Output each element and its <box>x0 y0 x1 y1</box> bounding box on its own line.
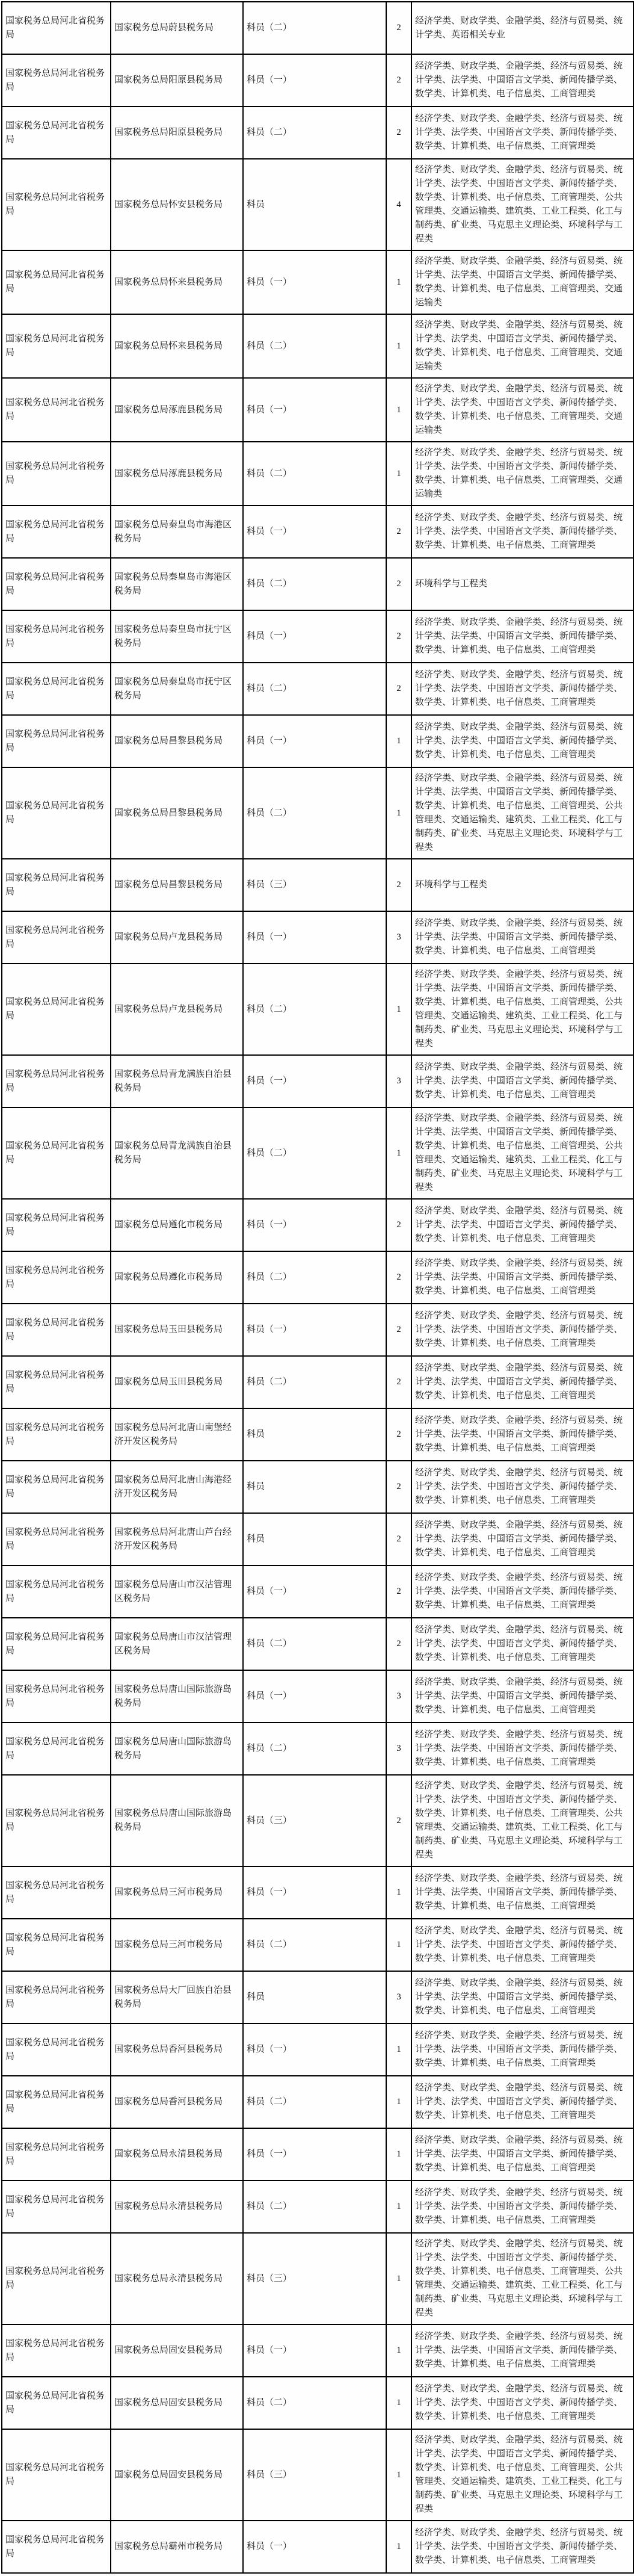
cell-bureau: 国家税务总局大厂回族自治县税务局 <box>111 1971 243 2023</box>
cell-bureau: 国家税务总局昌黎县税务局 <box>111 767 243 859</box>
cell-majors: 经济学类、财政学类、金融学类、经济与贸易类、统计学类、法学类、中国语言文学类、新闻传播学类、数学类、计算机类、电子信息类、工商管理类 <box>411 2128 633 2181</box>
cell-bureau: 国家税务总局霸州市税务局 <box>111 2521 243 2573</box>
cell-department: 国家税务总局河北省税务局 <box>2 1055 111 1107</box>
cell-department: 国家税务总局河北省税务局 <box>2 1919 111 1971</box>
cell-majors: 经济学类、财政学类、金融学类、经济与贸易类、统计学类、法学类、中国语言文学类、新闻传播学类、数学类、计算机类、电子信息类、工商管理类 <box>411 1408 633 1461</box>
table-row <box>2 1513 633 1565</box>
cell-count: 1 <box>386 1919 411 1971</box>
cell-bureau: 国家税务总局河北唐山芦台经济开发区税务局 <box>111 1513 243 1565</box>
cell-majors: 经济学类、财政学类、金融学类、经济与贸易类、统计学类、法学类、中国语言文学类、新闻传播学类、数学类、计算机类、电子信息类、工商管理类 <box>411 1670 633 1723</box>
cell-bureau: 国家税务总局唐山国际旅游岛税务局 <box>111 1775 243 1866</box>
table-row <box>2 767 633 859</box>
cell-count: 1 <box>386 2521 411 2573</box>
table-row <box>2 442 633 506</box>
recruitment-table <box>1 1 634 2574</box>
cell-count: 2 <box>386 558 411 610</box>
cell-count: 1 <box>386 442 411 506</box>
cell-majors: 经济学类、财政学类、金融学类、经济与贸易类、统计学类、法学类、中国语言文学类、新闻传播学类、数学类、计算机类、电子信息类、工商管理类 <box>411 2023 633 2076</box>
cell-majors: 经济学类、财政学类、金融学类、经济与贸易类、统计学类、法学类、中国语言文学类、新闻传播学类、数学类、计算机类、电子信息类、工商管理类、交通运输类 <box>411 250 633 314</box>
cell-position: 科员（一） <box>243 250 386 314</box>
cell-count: 1 <box>386 250 411 314</box>
cell-bureau: 国家税务总局昌黎县税务局 <box>111 859 243 911</box>
cell-bureau: 国家税务总局三河市税务局 <box>111 1919 243 1971</box>
cell-count: 1 <box>386 378 411 442</box>
cell-department: 国家税务总局河北省税务局 <box>2 2076 111 2128</box>
table-row <box>2 2233 633 2324</box>
cell-majors: 经济学类、财政学类、金融学类、经济与贸易类、统计学类、法学类、中国语言文学类、新闻传播学类、数学类、计算机类、电子信息类、工商管理类 <box>411 1866 633 1919</box>
cell-bureau: 国家税务总局遵化市税务局 <box>111 1199 243 1251</box>
cell-department: 国家税务总局河北省税务局 <box>2 911 111 964</box>
table-row <box>2 1356 633 1408</box>
cell-bureau: 国家税务总局三河市税务局 <box>111 1866 243 1919</box>
table-row <box>2 1723 633 1775</box>
cell-department: 国家税务总局河北省税务局 <box>2 54 111 107</box>
cell-count: 4 <box>386 159 411 250</box>
cell-position: 科员（一） <box>243 1866 386 1919</box>
cell-majors: 经济学类、财政学类、金融学类、经济与贸易类、统计学类、法学类、中国语言文学类、新闻传播学类、数学类、计算机类、电子信息类、工商管理类 <box>411 2521 633 2573</box>
cell-position: 科员（二） <box>243 1107 386 1199</box>
cell-position: 科员（二） <box>243 442 386 506</box>
cell-count: 2 <box>386 1565 411 1618</box>
recruitment-table-page <box>0 1 634 2574</box>
cell-position: 科员（一） <box>243 2128 386 2181</box>
cell-count: 2 <box>386 506 411 558</box>
table-row <box>2 54 633 107</box>
cell-position: 科员（一） <box>243 378 386 442</box>
cell-department: 国家税务总局河北省税务局 <box>2 2 111 54</box>
cell-bureau: 国家税务总局唐山市汉沽管理区税务局 <box>111 1565 243 1618</box>
cell-position: 科员（二） <box>243 964 386 1055</box>
cell-department: 国家税务总局河北省税务局 <box>2 1723 111 1775</box>
cell-count: 1 <box>386 715 411 767</box>
cell-position: 科员（二） <box>243 1251 386 1304</box>
table-row <box>2 859 633 911</box>
cell-position: 科员（一） <box>243 1304 386 1356</box>
cell-bureau: 国家税务总局青龙满族自治县税务局 <box>111 1055 243 1107</box>
table-row <box>2 1408 633 1461</box>
cell-department: 国家税务总局河北省税务局 <box>2 1670 111 1723</box>
cell-bureau: 国家税务总局香河县税务局 <box>111 2023 243 2076</box>
cell-count: 2 <box>386 1304 411 1356</box>
cell-bureau: 国家税务总局永清县税务局 <box>111 2128 243 2181</box>
cell-position: 科员（二） <box>243 1723 386 1775</box>
table-row <box>2 1919 633 1971</box>
table-row <box>2 558 633 610</box>
table-row <box>2 2377 633 2429</box>
cell-count: 1 <box>386 1107 411 1199</box>
table-row <box>2 1971 633 2023</box>
cell-majors: 经济学类、财政学类、金融学类、经济与贸易类、统计学类、法学类、中国语言文学类、新闻传播学类、数学类、计算机类、电子信息类、工商管理类 <box>411 2324 633 2377</box>
cell-count: 1 <box>386 1866 411 1919</box>
cell-department: 国家税务总局河北省税务局 <box>2 2128 111 2181</box>
cell-count: 2 <box>386 1199 411 1251</box>
table-row <box>2 1055 633 1107</box>
cell-majors: 经济学类、财政学类、金融学类、经济与贸易类、统计学类、法学类、中国语言文学类、新闻传播学类、数学类、计算机类、电子信息类、工商管理类、交通运输类 <box>411 314 633 378</box>
cell-majors: 经济学类、财政学类、金融学类、经济与贸易类、统计学类、法学类、中国语言文学类、新闻传播学类、数学类、计算机类、电子信息类、工商管理类、公共管理类、交通运输类、建筑类、工业工程类、化工与制药类、矿业类、马克思主义理论类、环境科学与工程类 <box>411 1775 633 1866</box>
cell-bureau: 国家税务总局阳原县税务局 <box>111 54 243 107</box>
cell-department: 国家税务总局河北省税务局 <box>2 964 111 1055</box>
cell-count: 1 <box>386 2324 411 2377</box>
cell-bureau: 国家税务总局卢龙县税务局 <box>111 911 243 964</box>
table-row <box>2 2429 633 2521</box>
cell-bureau: 国家税务总局蔚县税务局 <box>111 2 243 54</box>
cell-bureau: 国家税务总局怀安县税务局 <box>111 159 243 250</box>
cell-majors: 经济学类、财政学类、金融学类、经济与贸易类、统计学类、法学类、中国语言文学类、新闻传播学类、数学类、计算机类、电子信息类、工商管理类 <box>411 1461 633 1513</box>
cell-count: 2 <box>386 107 411 159</box>
table-row <box>2 715 633 767</box>
cell-position: 科员（一） <box>243 1565 386 1618</box>
cell-count: 1 <box>386 964 411 1055</box>
cell-bureau: 国家税务总局河北唐山南堡经济开发区税务局 <box>111 1408 243 1461</box>
cell-majors: 经济学类、财政学类、金融学类、经济与贸易类、统计学类、法学类、中国语言文学类、新闻传播学类、数学类、计算机类、电子信息类、工商管理类 <box>411 1565 633 1618</box>
cell-department: 国家税务总局河北省税务局 <box>2 1199 111 1251</box>
table-row <box>2 1199 633 1251</box>
cell-majors: 经济学类、财政学类、金融学类、经济与贸易类、统计学类、法学类、中国语言文学类、新闻传播学类、数学类、计算机类、电子信息类、工商管理类 <box>411 1618 633 1670</box>
cell-majors: 经济学类、财政学类、金融学类、经济与贸易类、统计学类、法学类、中国语言文学类、新闻传播学类、数学类、计算机类、电子信息类、工商管理类 <box>411 506 633 558</box>
cell-department: 国家税务总局河北省税务局 <box>2 442 111 506</box>
table-row <box>2 1670 633 1723</box>
table-row <box>2 1618 633 1670</box>
cell-bureau: 国家税务总局香河县税务局 <box>111 2076 243 2128</box>
cell-majors: 经济学类、财政学类、金融学类、经济与贸易类、统计学类、法学类、中国语言文学类、新闻传播学类、数学类、计算机类、电子信息类、工商管理类、公共管理类、交通运输类、建筑类、工业工程类、化工与制药类、矿业类、马克思主义理论类、环境科学与工程类 <box>411 159 633 250</box>
cell-majors: 经济学类、财政学类、金融学类、经济与贸易类、统计学类、法学类、中国语言文学类、新闻传播学类、数学类、计算机类、电子信息类、工商管理类 <box>411 1971 633 2023</box>
cell-position: 科员 <box>243 1408 386 1461</box>
cell-majors: 经济学类、财政学类、金融学类、经济与贸易类、统计学类、法学类、中国语言文学类、新闻传播学类、数学类、计算机类、电子信息类、工商管理类 <box>411 1251 633 1304</box>
cell-position: 科员（三） <box>243 2233 386 2324</box>
table-row <box>2 663 633 715</box>
cell-majors: 环境科学与工程类 <box>411 859 633 911</box>
table-row <box>2 314 633 378</box>
table-row <box>2 159 633 250</box>
table-row <box>2 2324 633 2377</box>
table-row <box>2 1251 633 1304</box>
table-row <box>2 1107 633 1199</box>
cell-bureau: 国家税务总局固安县税务局 <box>111 2377 243 2429</box>
cell-majors: 经济学类、财政学类、金融学类、经济与贸易类、统计学类、法学类、中国语言文学类、新闻传播学类、数学类、计算机类、电子信息类、工商管理类、公共管理类、交通运输类、建筑类、工业工程类、化工与制药类、矿业类、马克思主义理论类、环境科学与工程类 <box>411 964 633 1055</box>
cell-bureau: 国家税务总局玉田县税务局 <box>111 1304 243 1356</box>
cell-majors: 经济学类、财政学类、金融学类、经济与贸易类、统计学类、法学类、中国语言文学类、新闻传播学类、数学类、计算机类、电子信息类、工商管理类 <box>411 1723 633 1775</box>
cell-bureau: 国家税务总局怀来县税务局 <box>111 314 243 378</box>
table-row <box>2 107 633 159</box>
cell-department: 国家税务总局河北省税务局 <box>2 1775 111 1866</box>
table-row <box>2 1565 633 1618</box>
table-row <box>2 506 633 558</box>
cell-count: 2 <box>386 54 411 107</box>
cell-count: 3 <box>386 1055 411 1107</box>
table-row <box>2 610 633 663</box>
cell-department: 国家税务总局河北省税务局 <box>2 1866 111 1919</box>
cell-majors: 经济学类、财政学类、金融学类、经济与贸易类、统计学类、英语相关专业 <box>411 2 633 54</box>
cell-majors: 经济学类、财政学类、金融学类、经济与贸易类、统计学类、法学类、中国语言文学类、新闻传播学类、数学类、计算机类、电子信息类、工商管理类 <box>411 1304 633 1356</box>
cell-bureau: 国家税务总局怀来县税务局 <box>111 250 243 314</box>
cell-department: 国家税务总局河北省税务局 <box>2 859 111 911</box>
cell-majors: 经济学类、财政学类、金融学类、经济与贸易类、统计学类、法学类、中国语言文学类、新闻传播学类、数学类、计算机类、电子信息类、工商管理类 <box>411 1199 633 1251</box>
cell-majors: 经济学类、财政学类、金融学类、经济与贸易类、统计学类、法学类、中国语言文学类、新闻传播学类、数学类、计算机类、电子信息类、工商管理类、交通运输类 <box>411 378 633 442</box>
cell-bureau: 国家税务总局昌黎县税务局 <box>111 715 243 767</box>
cell-count: 1 <box>386 2429 411 2521</box>
cell-position: 科员（一） <box>243 911 386 964</box>
cell-majors: 经济学类、财政学类、金融学类、经济与贸易类、统计学类、法学类、中国语言文学类、新闻传播学类、数学类、计算机类、电子信息类、工商管理类 <box>411 610 633 663</box>
table-row <box>2 2128 633 2181</box>
cell-count: 3 <box>386 911 411 964</box>
cell-count: 2 <box>386 2 411 54</box>
cell-majors: 经济学类、财政学类、金融学类、经济与贸易类、统计学类、法学类、中国语言文学类、新闻传播学类、数学类、计算机类、电子信息类、工商管理类 <box>411 1055 633 1107</box>
cell-position: 科员（一） <box>243 1670 386 1723</box>
cell-count: 2 <box>386 1251 411 1304</box>
cell-position: 科员（二） <box>243 558 386 610</box>
cell-department: 国家税务总局河北省税务局 <box>2 663 111 715</box>
cell-position: 科员（二） <box>243 663 386 715</box>
cell-department: 国家税务总局河北省税务局 <box>2 378 111 442</box>
cell-bureau: 国家税务总局玉田县税务局 <box>111 1356 243 1408</box>
table-row <box>2 1461 633 1513</box>
cell-position: 科员（二） <box>243 2377 386 2429</box>
table-row <box>2 1304 633 1356</box>
cell-department: 国家税务总局河北省税务局 <box>2 1408 111 1461</box>
cell-position: 科员（一） <box>243 1199 386 1251</box>
cell-bureau: 国家税务总局秦皇岛市海港区税务局 <box>111 558 243 610</box>
cell-bureau: 国家税务总局秦皇岛市抚宁区税务局 <box>111 663 243 715</box>
cell-majors: 经济学类、财政学类、金融学类、经济与贸易类、统计学类、法学类、中国语言文学类、新闻传播学类、数学类、计算机类、电子信息类、工商管理类、公共管理类、交通运输类、建筑类、工业工程类、化工与制药类、矿业类、马克思主义理论类、环境科学与工程类 <box>411 2429 633 2521</box>
cell-bureau: 国家税务总局永清县税务局 <box>111 2181 243 2233</box>
cell-department: 国家税务总局河北省税务局 <box>2 2181 111 2233</box>
cell-count: 2 <box>386 1513 411 1565</box>
cell-department: 国家税务总局河北省税务局 <box>2 1618 111 1670</box>
cell-bureau: 国家税务总局固安县税务局 <box>111 2429 243 2521</box>
cell-count: 1 <box>386 314 411 378</box>
cell-majors: 经济学类、财政学类、金融学类、经济与贸易类、统计学类、法学类、中国语言文学类、新闻传播学类、数学类、计算机类、电子信息类、工商管理类 <box>411 715 633 767</box>
cell-department: 国家税务总局河北省税务局 <box>2 159 111 250</box>
cell-position: 科员（二） <box>243 1618 386 1670</box>
cell-position: 科员（三） <box>243 2429 386 2521</box>
cell-majors: 经济学类、财政学类、金融学类、经济与贸易类、统计学类、法学类、中国语言文学类、新闻传播学类、数学类、计算机类、电子信息类、工商管理类 <box>411 1919 633 1971</box>
cell-count: 1 <box>386 2377 411 2429</box>
cell-position: 科员（二） <box>243 2181 386 2233</box>
cell-position: 科员 <box>243 1513 386 1565</box>
cell-position: 科员（一） <box>243 1055 386 1107</box>
cell-count: 1 <box>386 2233 411 2324</box>
cell-position: 科员（二） <box>243 1919 386 1971</box>
cell-department: 国家税务总局河北省税务局 <box>2 610 111 663</box>
cell-department: 国家税务总局河北省税务局 <box>2 2023 111 2076</box>
cell-position: 科员（三） <box>243 1775 386 1866</box>
table-row <box>2 2023 633 2076</box>
cell-department: 国家税务总局河北省税务局 <box>2 107 111 159</box>
cell-department: 国家税务总局河北省税务局 <box>2 2521 111 2573</box>
cell-majors: 经济学类、财政学类、金融学类、经济与贸易类、统计学类、法学类、中国语言文学类、新闻传播学类、数学类、计算机类、电子信息类、工商管理类 <box>411 1356 633 1408</box>
cell-position: 科员 <box>243 1971 386 2023</box>
table-row <box>2 250 633 314</box>
cell-department: 国家税务总局河北省税务局 <box>2 1461 111 1513</box>
cell-majors: 经济学类、财政学类、金融学类、经济与贸易类、统计学类、法学类、中国语言文学类、新闻传播学类、数学类、计算机类、电子信息类、工商管理类 <box>411 2076 633 2128</box>
cell-position: 科员（一） <box>243 610 386 663</box>
cell-majors: 经济学类、财政学类、金融学类、经济与贸易类、统计学类、法学类、中国语言文学类、新闻传播学类、数学类、计算机类、电子信息类、工商管理类 <box>411 2377 633 2429</box>
cell-majors: 经济学类、财政学类、金融学类、经济与贸易类、统计学类、法学类、中国语言文学类、新闻传播学类、数学类、计算机类、电子信息类、工商管理类、公共管理类、交通运输类、建筑类、工业工程类、化工与制药类、矿业类、马克思主义理论类、环境科学与工程类 <box>411 2233 633 2324</box>
cell-count: 3 <box>386 1670 411 1723</box>
table-row <box>2 378 633 442</box>
cell-department: 国家税务总局河北省税务局 <box>2 2429 111 2521</box>
cell-department: 国家税务总局河北省税务局 <box>2 2233 111 2324</box>
table-body <box>2 2 633 2573</box>
cell-count: 2 <box>386 1775 411 1866</box>
cell-count: 2 <box>386 1408 411 1461</box>
cell-position: 科员 <box>243 1461 386 1513</box>
cell-bureau: 国家税务总局唐山国际旅游岛税务局 <box>111 1670 243 1723</box>
cell-bureau: 国家税务总局卢龙县税务局 <box>111 964 243 1055</box>
cell-department: 国家税务总局河北省税务局 <box>2 715 111 767</box>
cell-bureau: 国家税务总局遵化市税务局 <box>111 1251 243 1304</box>
cell-department: 国家税务总局河北省税务局 <box>2 250 111 314</box>
cell-department: 国家税务总局河北省税务局 <box>2 2324 111 2377</box>
cell-majors: 经济学类、财政学类、金融学类、经济与贸易类、统计学类、法学类、中国语言文学类、新闻传播学类、数学类、计算机类、电子信息类、工商管理类 <box>411 911 633 964</box>
table-row <box>2 1775 633 1866</box>
cell-department: 国家税务总局河北省税务局 <box>2 1251 111 1304</box>
cell-count: 1 <box>386 2023 411 2076</box>
cell-position: 科员（二） <box>243 1356 386 1408</box>
cell-majors: 经济学类、财政学类、金融学类、经济与贸易类、统计学类、法学类、中国语言文学类、新闻传播学类、数学类、计算机类、电子信息类、工商管理类、公共管理类、交通运输类、建筑类、工业工程类、化工与制药类、矿业类、马克思主义理论类、环境科学与工程类 <box>411 1107 633 1199</box>
cell-bureau: 国家税务总局涿鹿县税务局 <box>111 378 243 442</box>
cell-position: 科员 <box>243 159 386 250</box>
cell-bureau: 国家税务总局河北唐山海港经济开发区税务局 <box>111 1461 243 1513</box>
cell-department: 国家税务总局河北省税务局 <box>2 558 111 610</box>
table-row <box>2 2521 633 2573</box>
cell-bureau: 国家税务总局唐山国际旅游岛税务局 <box>111 1723 243 1775</box>
cell-department: 国家税务总局河北省税务局 <box>2 314 111 378</box>
cell-count: 2 <box>386 1618 411 1670</box>
cell-majors: 经济学类、财政学类、金融学类、经济与贸易类、统计学类、法学类、中国语言文学类、新闻传播学类、数学类、计算机类、电子信息类、工商管理类 <box>411 54 633 107</box>
cell-position: 科员（二） <box>243 767 386 859</box>
table-row <box>2 1866 633 1919</box>
cell-position: 科员（一） <box>243 2324 386 2377</box>
cell-department: 国家税务总局河北省税务局 <box>2 1356 111 1408</box>
cell-position: 科员（二） <box>243 2 386 54</box>
cell-count: 1 <box>386 2128 411 2181</box>
table-row <box>2 2076 633 2128</box>
cell-count: 1 <box>386 2181 411 2233</box>
cell-majors: 经济学类、财政学类、金融学类、经济与贸易类、统计学类、法学类、中国语言文学类、新闻传播学类、数学类、计算机类、电子信息类、工商管理类 <box>411 2181 633 2233</box>
cell-department: 国家税务总局河北省税务局 <box>2 506 111 558</box>
cell-count: 2 <box>386 663 411 715</box>
cell-position: 科员（一） <box>243 2521 386 2573</box>
cell-count: 2 <box>386 1461 411 1513</box>
cell-position: 科员（一） <box>243 506 386 558</box>
cell-count: 2 <box>386 859 411 911</box>
cell-bureau: 国家税务总局永清县税务局 <box>111 2233 243 2324</box>
cell-count: 3 <box>386 1971 411 2023</box>
cell-position: 科员（一） <box>243 54 386 107</box>
cell-department: 国家税务总局河北省税务局 <box>2 1107 111 1199</box>
cell-count: 2 <box>386 610 411 663</box>
cell-bureau: 国家税务总局阳原县税务局 <box>111 107 243 159</box>
cell-majors: 经济学类、财政学类、金融学类、经济与贸易类、统计学类、法学类、中国语言文学类、新闻传播学类、数学类、计算机类、电子信息类、工商管理类 <box>411 1513 633 1565</box>
cell-majors: 经济学类、财政学类、金融学类、经济与贸易类、统计学类、法学类、中国语言文学类、新闻传播学类、数学类、计算机类、电子信息类、工商管理类、交通运输类 <box>411 442 633 506</box>
cell-bureau: 国家税务总局秦皇岛市抚宁区税务局 <box>111 610 243 663</box>
cell-department: 国家税务总局河北省税务局 <box>2 1304 111 1356</box>
cell-majors: 环境科学与工程类 <box>411 558 633 610</box>
cell-position: 科员（一） <box>243 715 386 767</box>
cell-position: 科员（二） <box>243 314 386 378</box>
cell-department: 国家税务总局河北省税务局 <box>2 2377 111 2429</box>
cell-bureau: 国家税务总局固安县税务局 <box>111 2324 243 2377</box>
cell-count: 1 <box>386 767 411 859</box>
cell-majors: 经济学类、财政学类、金融学类、经济与贸易类、统计学类、法学类、中国语言文学类、新闻传播学类、数学类、计算机类、电子信息类、工商管理类 <box>411 663 633 715</box>
cell-department: 国家税务总局河北省税务局 <box>2 1513 111 1565</box>
cell-bureau: 国家税务总局秦皇岛市海港区税务局 <box>111 506 243 558</box>
cell-department: 国家税务总局河北省税务局 <box>2 1971 111 2023</box>
cell-position: 科员（二） <box>243 107 386 159</box>
cell-position: 科员（二） <box>243 2076 386 2128</box>
cell-bureau: 国家税务总局青龙满族自治县税务局 <box>111 1107 243 1199</box>
cell-position: 科员（三） <box>243 859 386 911</box>
cell-majors: 经济学类、财政学类、金融学类、经济与贸易类、统计学类、法学类、中国语言文学类、新闻传播学类、数学类、计算机类、电子信息类、工商管理类、公共管理类、交通运输类、建筑类、工业工程类、化工与制药类、矿业类、马克思主义理论类、环境科学与工程类 <box>411 767 633 859</box>
cell-count: 1 <box>386 2076 411 2128</box>
cell-bureau: 国家税务总局涿鹿县税务局 <box>111 442 243 506</box>
cell-count: 3 <box>386 1723 411 1775</box>
cell-bureau: 国家税务总局唐山市汉沽管理区税务局 <box>111 1618 243 1670</box>
cell-department: 国家税务总局河北省税务局 <box>2 767 111 859</box>
table-row <box>2 964 633 1055</box>
cell-count: 2 <box>386 1356 411 1408</box>
table-row <box>2 2181 633 2233</box>
table-row <box>2 911 633 964</box>
cell-position: 科员（一） <box>243 2023 386 2076</box>
table-row <box>2 2 633 54</box>
cell-majors: 经济学类、财政学类、金融学类、经济与贸易类、统计学类、法学类、中国语言文学类、新闻传播学类、数学类、计算机类、电子信息类、工商管理类 <box>411 107 633 159</box>
cell-department: 国家税务总局河北省税务局 <box>2 1565 111 1618</box>
